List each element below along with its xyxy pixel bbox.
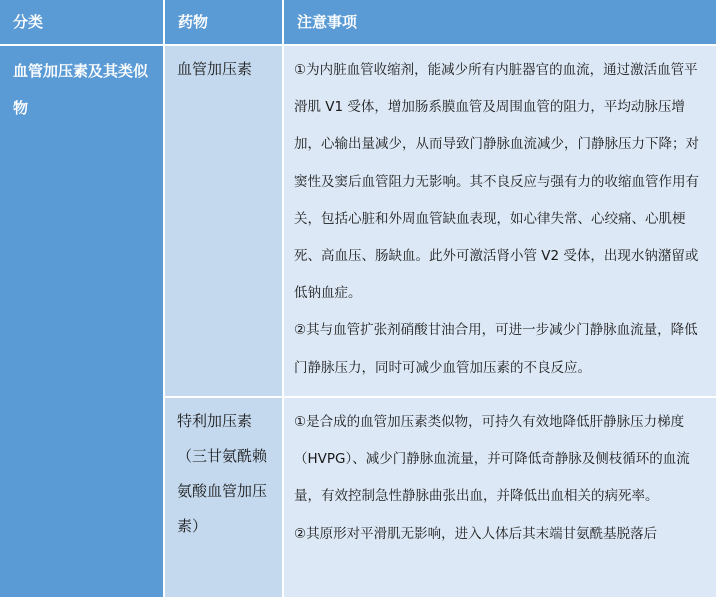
header-drug: 药物	[165, 0, 282, 44]
note-paragraph: ②其原形对平滑肌无影响，进入人体后其末端甘氨酰基脱落后	[294, 525, 658, 542]
header-notes: 注意事项	[284, 0, 716, 44]
note-paragraph: ②其与血管扩张剂硝酸甘油合用，可进一步减少门静脉血流量，降低门静脉压力，同时可减少血管加压素的不良反应。	[294, 322, 698, 376]
notes-terlipressin	[284, 398, 716, 597]
note-paragraph: ①是合成的血管加压素类似物，可持久有效地降低肝静脉压力梯度（HVPG）、减少门静脉血流量，并可降低奇静脉及侧枝循环的血流量，有效控制急性静脉曲张出血，并降低出血相关的病死率。	[294, 414, 690, 505]
drug-name-terlipressin: 特利加压素（三甘氨酰赖氨酸血管加压素）	[165, 398, 282, 597]
note-paragraph: ①为内脏血管收缩剂，能减少所有内脏器官的血流，通过激活血管平滑肌 V1 受体，增加肠系膜血管及周围血管的阻力，平均动脉压增加，心输出量减少，从而导致门静脉血流减少，门静脉压力下降；对窦性及窦后血管阻力无影响。其不良反应与强有力的收缩血管作用有关，包括心脏和外周血管缺血表现，如心律失常、心绞痛、心肌梗死、高血压、肠缺血。此外可激活肾小管 V2 受体，出现水钠潴留或低钠血症。	[294, 62, 699, 302]
category-cell: 血管加压素及其类似物	[0, 46, 163, 597]
notes-vasopressin	[284, 46, 716, 396]
drug-name-vasopressin: 血管加压素	[165, 46, 282, 396]
header-category: 分类	[0, 0, 163, 44]
